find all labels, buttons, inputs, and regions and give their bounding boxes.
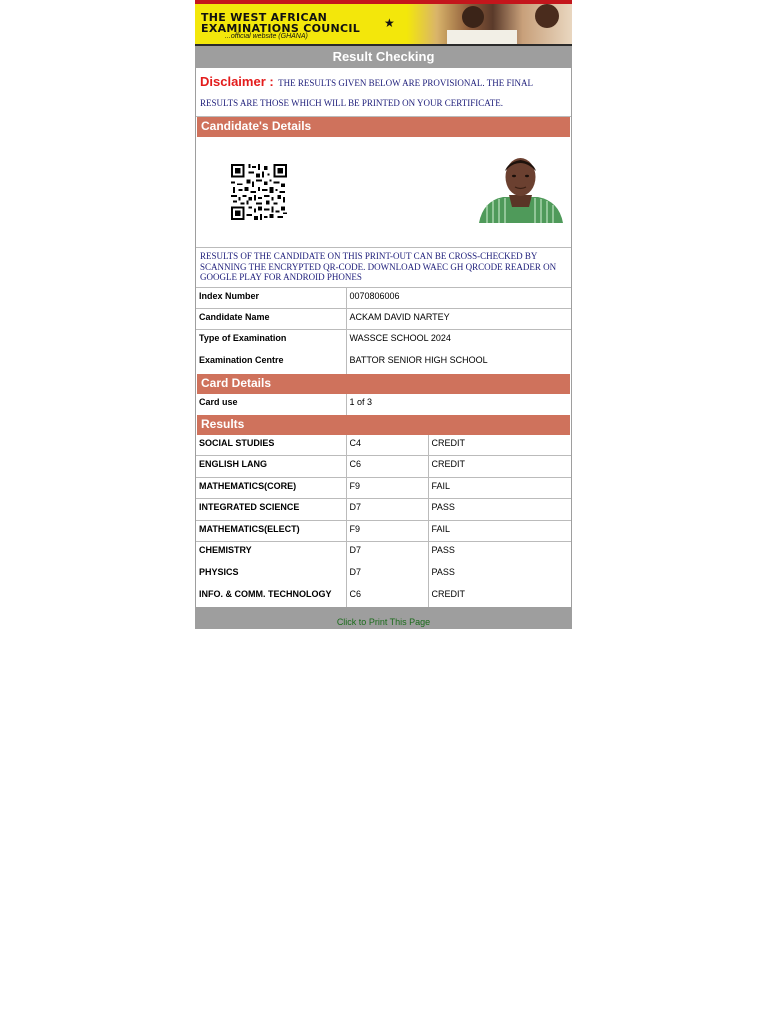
table-row	[196, 542, 571, 564]
banner-title-line2: EXAMINATIONS COUNCIL	[201, 22, 361, 35]
disclaimer-label: Disclaimer :	[200, 74, 274, 89]
card-details-header: Card Details	[197, 374, 570, 394]
table-row	[196, 456, 571, 478]
exam-type-value: WASSCE SCHOOL 2024	[349, 333, 451, 343]
candidate-details-header: Candidate's Details	[197, 117, 570, 137]
table-row	[196, 521, 571, 542]
index-number-label: Index Number	[196, 288, 346, 309]
subject-name: INFO. & COMM. TECHNOLOGY	[196, 586, 346, 607]
results-header: Results	[197, 415, 570, 435]
subject-name: MATHEMATICS(CORE)	[196, 478, 346, 499]
table-row	[196, 586, 571, 607]
exam-type-label: Type of Examination	[196, 330, 346, 352]
banner-title-line1: THE WEST AFRICAN	[201, 11, 328, 24]
candidate-details-table	[196, 288, 571, 374]
table-row	[196, 435, 571, 456]
index-number-value: 0070806006	[346, 288, 571, 309]
subject-remark: PASS	[428, 499, 571, 521]
disclaimer	[196, 68, 571, 117]
subject-remark: PASS	[431, 545, 455, 555]
qr-notice: RESULTS OF THE CANDIDATE ON THIS PRINT-OUT CAN BE CROSS-CHECKED BY SCANNING THE ENCRYPTED QR-CODE. DOWNLOAD WAEC GH QRCODE READER ON GOOGLE PLAY FOR ANDROID PHONES	[196, 248, 571, 288]
disclaimer-text: THE RESULTS GIVEN BELOW ARE PROVISIONAL. THE FINAL RESULTS ARE THOSE WHICH WILL BE PRINTED ON YOUR CERTIFICATE.	[200, 78, 533, 108]
page-title: Result Checking	[195, 46, 572, 68]
subject-name: PHYSICS	[196, 564, 346, 586]
subject-grade: C4	[346, 435, 428, 456]
subject-grade: F9	[346, 478, 428, 499]
result-page	[195, 0, 572, 629]
star-icon: ★	[384, 16, 395, 30]
subject-grade: F9	[346, 521, 428, 542]
results-table	[196, 435, 571, 607]
banner-subtitle: ...official website (GHANA)	[225, 33, 308, 40]
subject-remark: FAIL	[428, 521, 571, 542]
subject-remark: FAIL	[428, 478, 571, 499]
card-details-table	[196, 394, 571, 415]
subject-name: SOCIAL STUDIES	[196, 435, 346, 456]
table-row	[196, 499, 571, 521]
qr-code-icon	[227, 164, 291, 220]
subject-remark: CREDIT	[431, 588, 465, 599]
subject-name: CHEMISTRY	[196, 542, 346, 564]
banner-photo	[407, 4, 572, 44]
exam-centre-label: Examination Centre	[196, 352, 346, 374]
subject-grade: C6	[346, 586, 428, 607]
subject-remark: CREDIT	[428, 456, 571, 478]
table-row	[196, 478, 571, 499]
subject-name: MATHEMATICS(ELECT)	[196, 521, 346, 542]
table-row	[196, 352, 571, 374]
waec-banner	[195, 0, 572, 46]
subject-name: ENGLISH LANG	[196, 456, 346, 478]
candidate-media	[196, 137, 571, 248]
subject-grade: D7	[346, 499, 428, 521]
subject-grade: C6	[346, 456, 428, 478]
table-row	[196, 564, 571, 586]
table-row	[196, 288, 571, 309]
candidate-name-label: Candidate Name	[196, 309, 346, 330]
exam-centre-value: BATTOR SENIOR HIGH SCHOOL	[349, 354, 488, 365]
card-use-value: 1 of 3	[349, 396, 373, 407]
subject-grade: D7	[346, 564, 428, 586]
table-row	[196, 394, 571, 415]
subject-remark: PASS	[431, 566, 455, 577]
candidate-photo	[473, 155, 568, 223]
table-row	[196, 309, 571, 330]
footer-bar	[195, 607, 572, 629]
candidate-name-value: ACKAM DAVID NARTEY	[346, 309, 571, 330]
subject-name: INTEGRATED SCIENCE	[196, 499, 346, 521]
card-use-label: Card use	[196, 394, 346, 415]
print-page-link[interactable]: Click to Print This Page	[336, 616, 431, 627]
subject-remark: CREDIT	[428, 435, 571, 456]
table-row	[196, 330, 571, 352]
subject-grade: D7	[346, 542, 428, 564]
